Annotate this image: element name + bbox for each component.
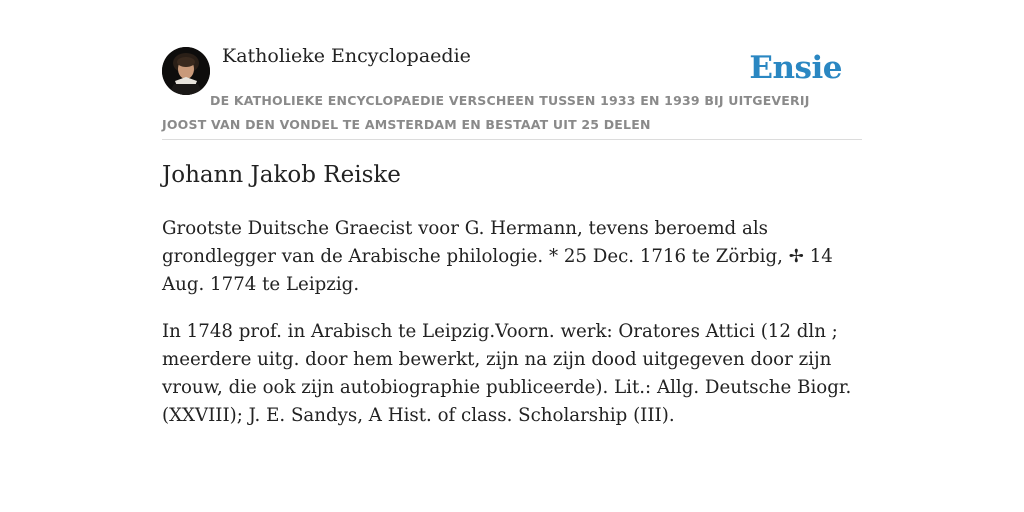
publication-tagline: DE KATHOLIEKE ENCYCLOPAEDIE VERSCHEEN TUSSEN 1933 EN 1939 BIJ UITGEVERIJ JOOST VAN DEN VONDEL TE AMSTERDAM EN BESTAAT UIT 25 DELEN [162,93,810,132]
article-body [162,215,867,449]
article-paragraph: Grootste Duitsche Graecist voor G. Hermann, tevens beroemd als grondlegger van de Arabische philologie. * 25 Dec. 1716 te Zörbig, ✢ 14 Aug. 1774 te Leipzig. [162,218,833,295]
portrait-avatar-icon[interactable] [162,47,210,95]
page-container [162,0,862,426]
article-paragraph: In 1748 prof. in Arabisch te Leipzig.Voorn. werk: Oratores Attici (12 dln ; meerdere uitg. door hem bewerkt, zijn na zijn dood uitgegeven door zijn vrouw, die ook zijn autobiographie publiceerde). Lit.: Allg. Deutsche Biogr. (XXVIII); J. E. Sandys, A Hist. of class. Scholarship (III). [162,321,852,426]
publication-name[interactable]: Katholieke Encyclopaedie [222,45,471,67]
article-title: Johann Jakob Reiske [162,162,401,188]
brand-logo[interactable]: Ensie [749,50,842,86]
page-header [162,0,862,140]
